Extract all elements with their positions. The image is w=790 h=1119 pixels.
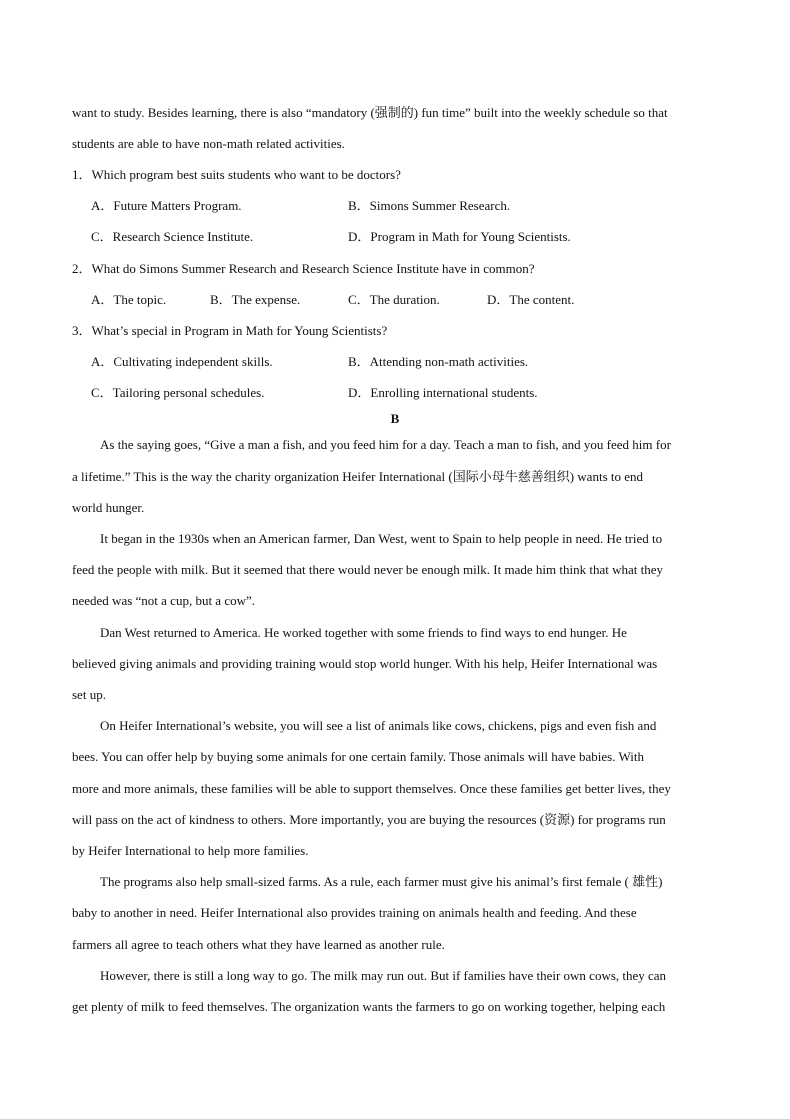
passage-b-line: a lifetime.” This is the way the charity organization Heifer International (国际小母牛慈善组织) wants to end: [72, 469, 644, 484]
passage-b-line: Dan West returned to America. He worked together with some friends to find ways to end hunger. He: [100, 625, 627, 640]
question-1-stem: 1．Which program best suits students who want to be doctors?: [72, 167, 401, 182]
question-2-option-b: B．The expense.: [210, 292, 301, 307]
passage-b-line: The programs also help small-sized farms. As a rule, each farmer must give his animal’s first female ( 雄性): [100, 874, 663, 889]
question-3-option-c: C．Tailoring personal schedules.: [91, 385, 265, 400]
passage-a-line: want to study. Besides learning, there is also “mandatory (强制的) fun time” built into the weekly schedule so that: [72, 105, 668, 120]
question-1-option-a: A．Future Matters Program.: [91, 198, 242, 213]
question-2-option-c: C．The duration.: [348, 292, 440, 307]
passage-b-line: bees. You can offer help by buying some animals for one certain family. Those animals will have babies. With: [72, 749, 644, 764]
passage-b-line: As the saying goes, “Give a man a fish, and you feed him for a day. Teach a man to fish, and you feed him for: [100, 437, 671, 452]
section-heading: B: [390, 411, 400, 426]
passage-b-line: get plenty of milk to feed themselves. The organization wants the farmers to go on working together, helping each: [72, 999, 666, 1014]
question-2-stem: 2．What do Simons Summer Research and Research Science Institute have in common?: [72, 261, 535, 276]
passage-b-line: will pass on the act of kindness to others. More importantly, you are buying the resources (资源) for programs run: [72, 812, 666, 827]
passage-b-line: farmers all agree to teach others what they have learned as another rule.: [72, 937, 445, 952]
passage-b-line: world hunger.: [72, 500, 145, 515]
question-1-option-d: D．Program in Math for Young Scientists.: [348, 229, 571, 244]
passage-b-line: On Heifer International’s website, you will see a list of animals like cows, chickens, pigs and even fish and: [100, 718, 657, 733]
passage-b-line: It began in the 1930s when an American farmer, Dan West, went to Spain to help people in need. He tried to: [100, 531, 663, 546]
question-2-option-d: D．The content.: [487, 292, 575, 307]
passage-b-line: more and more animals, these families will be able to support themselves. Once these families get better lives, they: [72, 781, 671, 796]
passage-a-line: students are able to have non-math related activities.: [72, 136, 345, 151]
question-3-option-b: B．Attending non-math activities.: [348, 354, 529, 369]
passage-b-line: feed the people with milk. But it seemed that there would never be enough milk. It made him think that what they: [72, 562, 663, 577]
question-3-option-a: A．Cultivating independent skills.: [91, 354, 273, 369]
question-2-option-a: A．The topic.: [91, 292, 167, 307]
question-1-option-b: B．Simons Summer Research.: [348, 198, 511, 213]
passage-b-line: However, there is still a long way to go. The milk may run out. But if families have their own cows, they can: [100, 968, 667, 983]
passage-b-line: believed giving animals and providing training would stop world hunger. With his help, Heifer International was: [72, 656, 658, 671]
passage-b-line: by Heifer International to help more families.: [72, 843, 309, 858]
question-3-stem: 3．What’s special in Program in Math for Young Scientists?: [72, 323, 388, 338]
passage-b-line: set up.: [72, 687, 106, 702]
question-3-option-d: D．Enrolling international students.: [348, 385, 538, 400]
passage-b-line: baby to another in need. Heifer International also provides training on animals health and feeding. And these: [72, 905, 637, 920]
passage-b-line: needed was “not a cup, but a cow”.: [72, 593, 256, 608]
question-1-option-c: C．Research Science Institute.: [91, 229, 254, 244]
